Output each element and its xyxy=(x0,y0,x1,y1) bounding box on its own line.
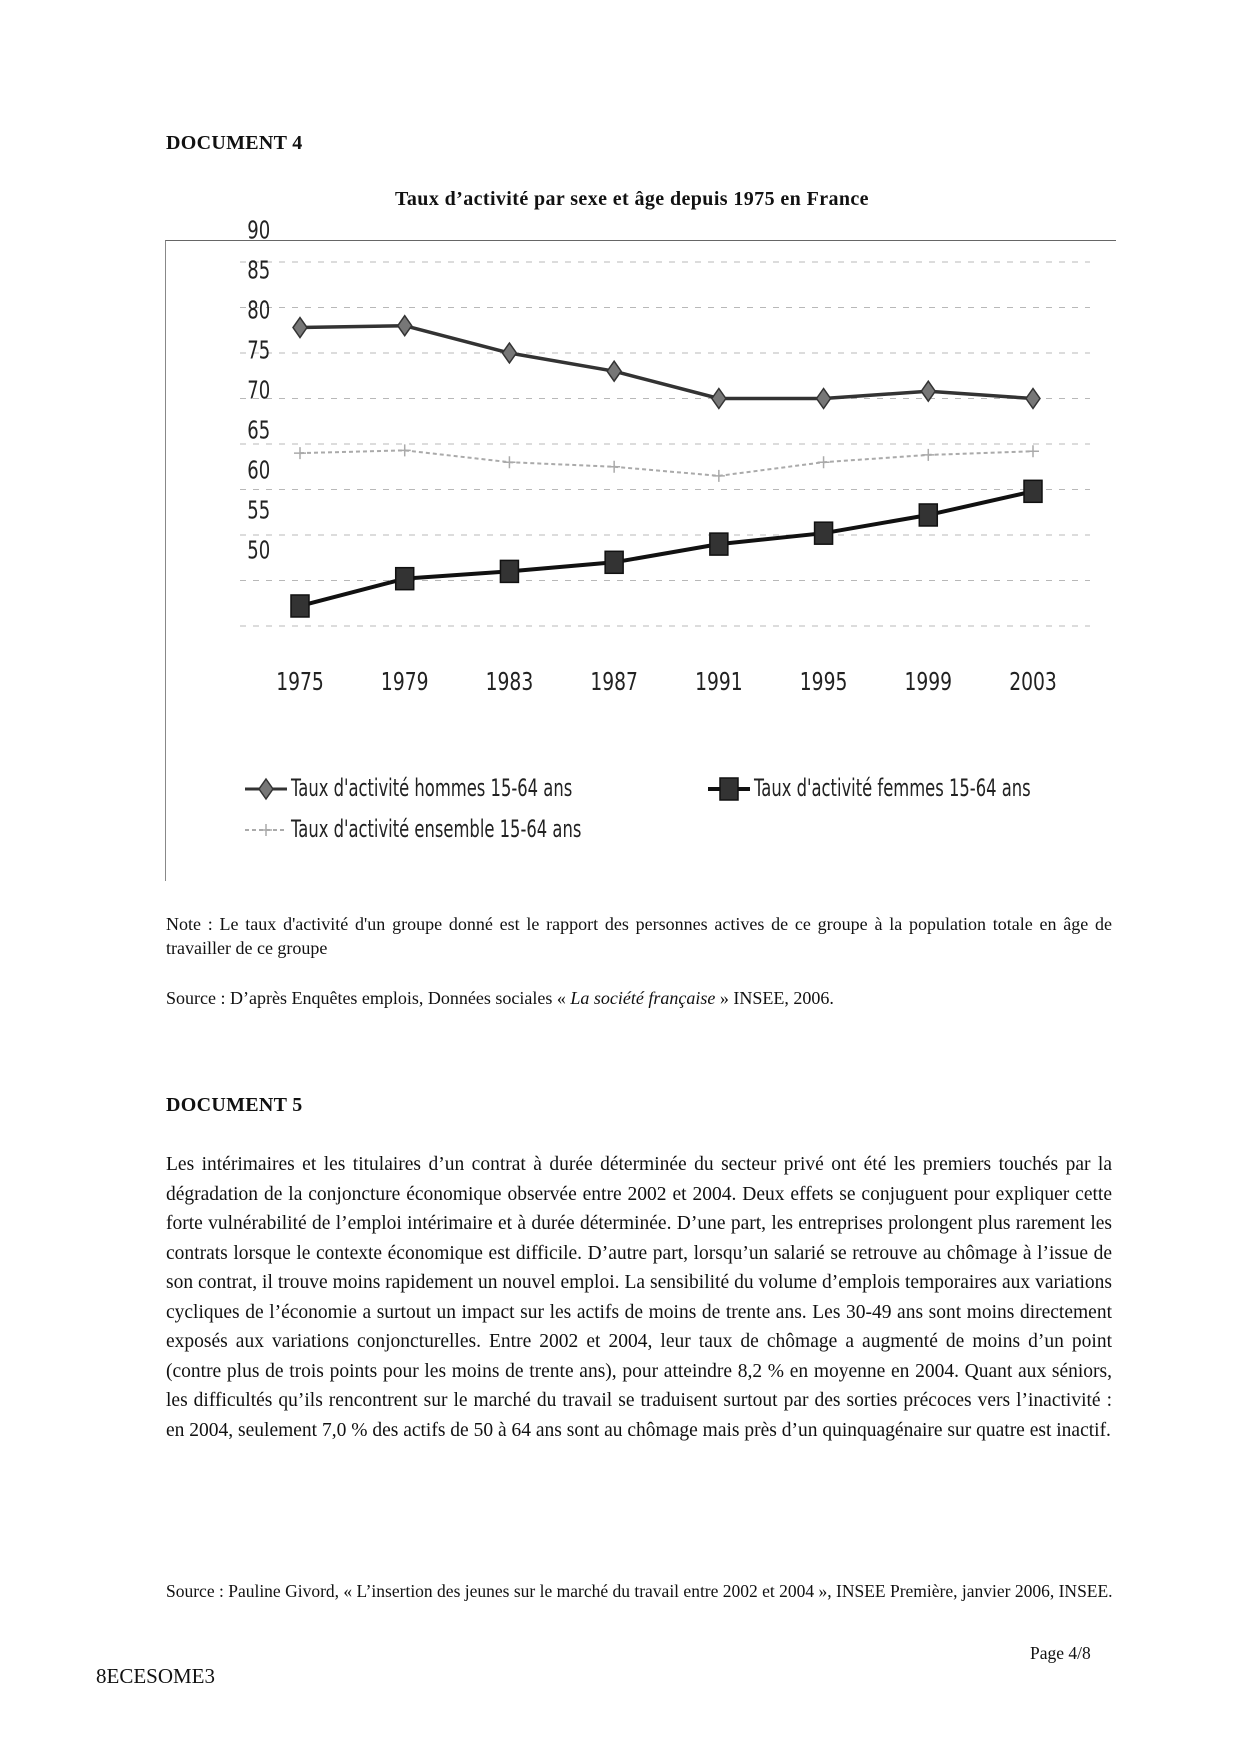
x-tick-label: 1979 xyxy=(380,667,429,697)
legend-label: Taux d'activité hommes 15-64 ans xyxy=(291,773,573,802)
chart-title: Taux d’activité par sexe et âge depuis 1975 en France xyxy=(395,188,869,210)
x-tick-label: 1995 xyxy=(799,667,848,697)
exam-code: 8ECESOME3 xyxy=(96,1664,216,1688)
legend-label: Taux d'activité femmes 15-64 ans xyxy=(754,773,1031,802)
document-5-heading: DOCUMENT 5 xyxy=(166,1094,303,1116)
legend-label: Taux d'activité ensemble 15-64 ans xyxy=(291,814,582,843)
chart-note: Note : Le taux d'activité d'un groupe donné est le rapport des personnes actives de ce groupe à la population totale en âge de travailler de ce groupe xyxy=(166,914,1112,958)
y-tick-label: 70 xyxy=(247,376,271,406)
y-tick-label: 85 xyxy=(247,256,271,286)
document-4-heading: DOCUMENT 4 xyxy=(166,132,303,154)
x-tick-label: 1983 xyxy=(485,667,534,697)
y-tick-label: 80 xyxy=(247,296,271,326)
page-number: Page 4/8 xyxy=(1030,1643,1091,1663)
source-title: La société française xyxy=(570,988,716,1008)
x-tick-label: 1987 xyxy=(590,667,638,697)
y-tick-label: 55 xyxy=(247,496,271,526)
document-4-source xyxy=(166,988,834,1009)
source-suffix: » INSEE, 2006. xyxy=(715,988,834,1008)
x-tick-label: 1991 xyxy=(695,667,743,697)
document-5-source: Source : Pauline Givord, « L’insertion des jeunes sur le marché du travail entre 2002 et 2004 », INSEE Première, janvier 2006, INSEE. xyxy=(166,1581,1113,1601)
y-tick-label: 65 xyxy=(247,416,271,446)
y-tick-label: 90 xyxy=(247,216,271,246)
y-tick-label: 75 xyxy=(247,336,271,366)
y-tick-label: 50 xyxy=(247,537,271,566)
y-tick-label: 60 xyxy=(247,456,271,486)
document-5-body: Les intérimaires et les titulaires d’un contrat à durée déterminée du secteur privé ont été les premiers touchés par la dégradation de la conjoncture économique observée entre 2002 et 2004. Deux effets se conjuguent pour expliquer cette forte vulnérabilité de l’emploi intérimaire et à durée déterminée. D’une part, les entreprises prolongent plus rarement les contrats lorsque le contexte économique est difficile. D’autre part, lorsqu’un salarié se retrouve au chômage à l’issue de son contrat, il trouve moins rapidement un nouvel emploi. La sensibilité du volume d’emplois temporaires aux variations cycliques de l’économie a surtout un impact sur les actifs de moins de trente ans. Les 30-49 ans sont moins directement exposés aux variations conjoncturelles. Entre 2002 et 2004, leur taux de chômage a augmenté de moins d’un point (contre plus de trois points pour les moins de trente ans), pour atteindre 8,2 % en moyenne en 2004. Quant aux séniors, les difficultés qu’ils rencontrent sur le marché du travail se traduisent surtout par des sorties précoces vers l’inactivité : en 2004, seulement 7,0 % des actifs de 50 à 64 ans sont au chômage mais près d’un quinquagénaire sur quatre est inactif. xyxy=(166,1154,1112,1441)
chart-frame xyxy=(165,240,1116,881)
x-tick-label: 1975 xyxy=(276,667,324,697)
x-tick-label: 1999 xyxy=(904,667,953,697)
x-tick-label: 2003 xyxy=(1009,667,1057,697)
source-prefix: Source : D’après Enquêtes emplois, Données sociales « xyxy=(166,988,571,1008)
